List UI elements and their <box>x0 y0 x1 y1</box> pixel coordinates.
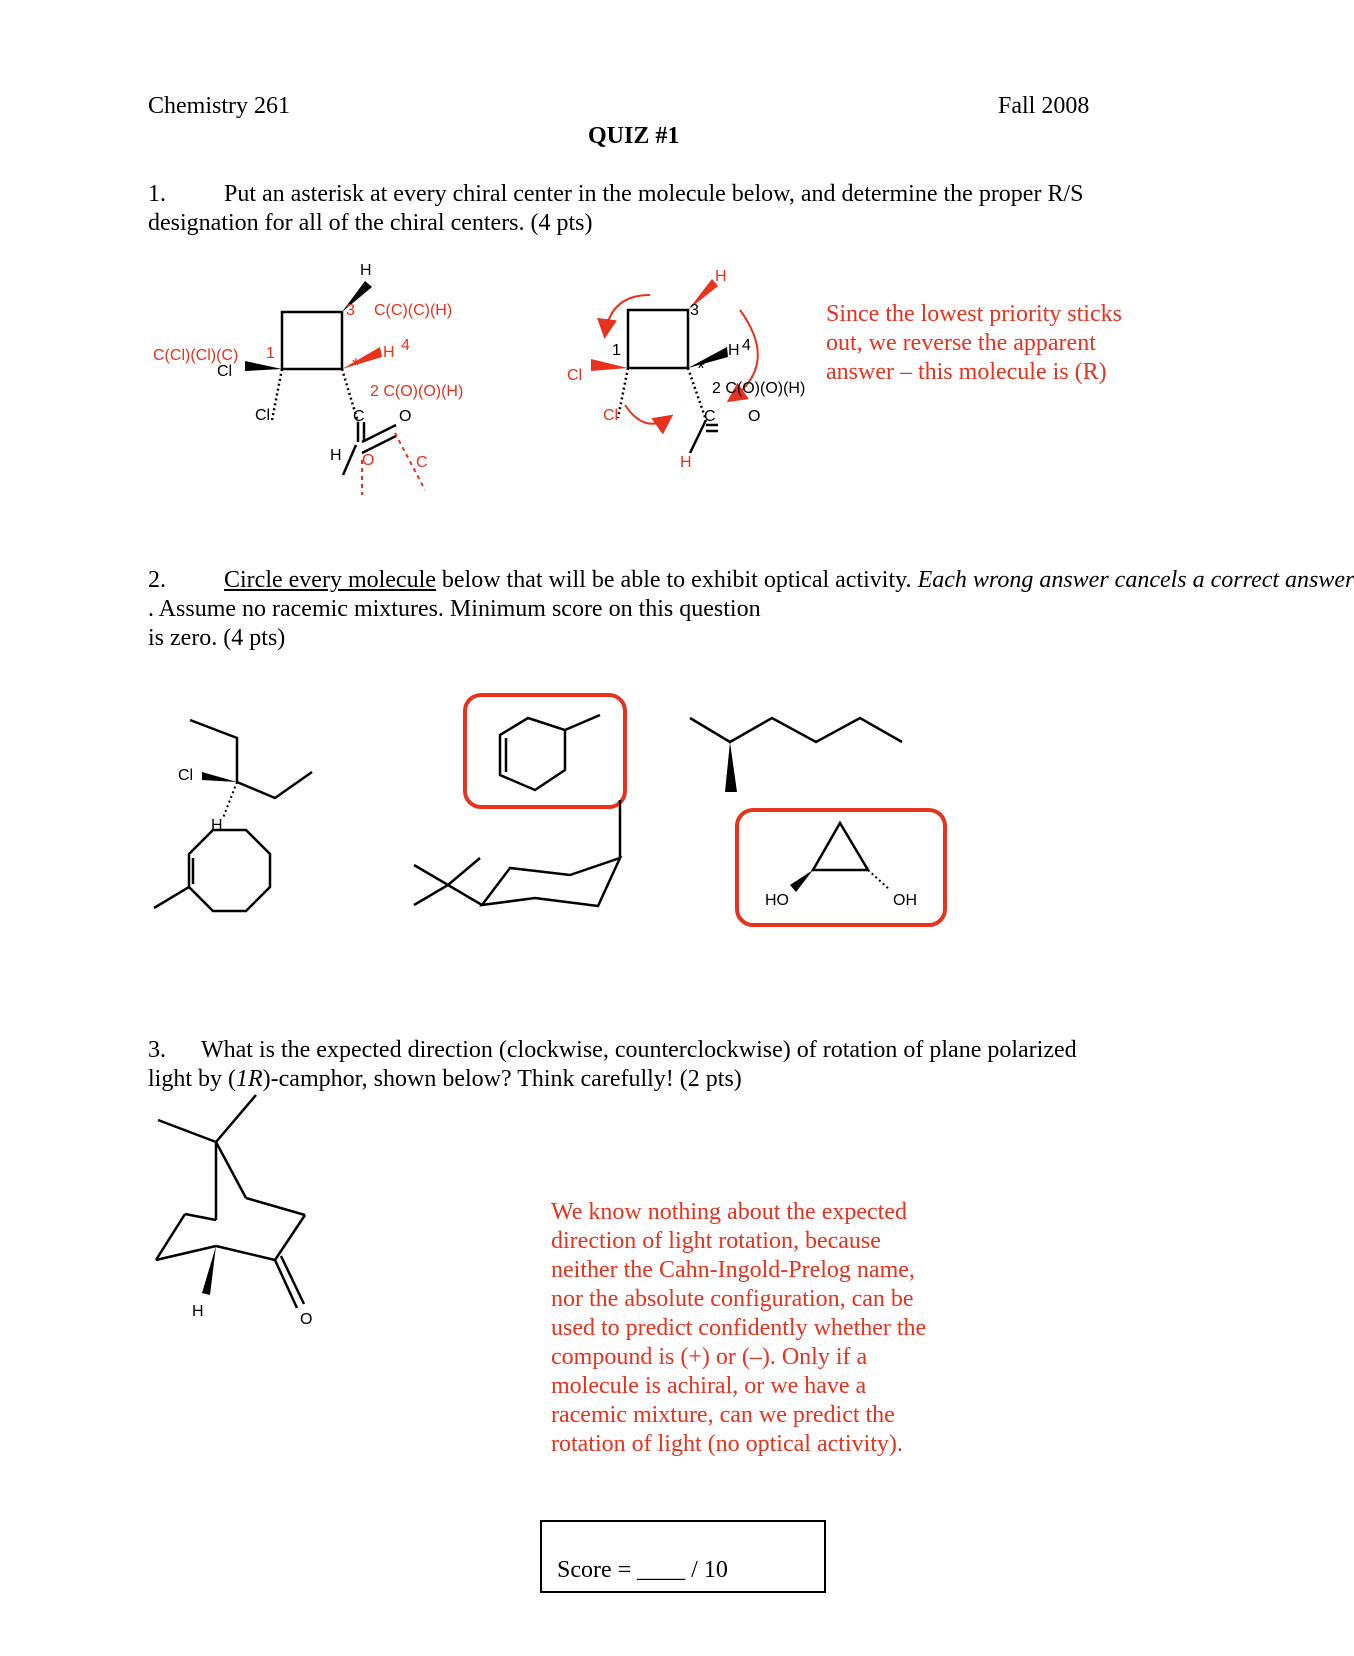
q1-text-line2: designation for all of the chiral centers. (4 pts) <box>148 210 593 236</box>
q3-answer-line: racemic mixture, can we predict the <box>551 1402 895 1428</box>
label-h: H <box>330 447 342 464</box>
q2-text: below that will be able to exhibit optical activity. <box>435 567 918 593</box>
q2-text-line2 <box>148 595 761 624</box>
q2-text: . Assume no racemic mixtures. Minimum score on this question <box>148 596 761 622</box>
wedge-bond <box>688 347 728 368</box>
q3-text-line1: What is the expected direction (clockwise, counterclockwise) of rotation of plane polarized <box>201 1037 1077 1063</box>
label-o: O <box>362 452 375 469</box>
label-priority-2: 2 C(O)(O)(H) <box>712 380 806 397</box>
label-h4: H <box>383 344 395 361</box>
wedge-bond <box>790 870 813 892</box>
q3-text-line2 <box>148 1065 742 1094</box>
label-priority-1: 1 <box>266 345 275 362</box>
q3-answer-line: molecule is achiral, or we have a <box>551 1373 867 1399</box>
q3-italic: 1R <box>236 1066 263 1092</box>
wedge-bond <box>342 347 382 369</box>
q3-number: 3. <box>148 1037 166 1063</box>
wedge-bond <box>202 772 237 782</box>
q2-number: 2. <box>148 567 166 593</box>
label-oh: OH <box>893 892 917 909</box>
wedge-bond <box>591 359 628 371</box>
q3-answer-line: We know nothing about the expected <box>551 1199 907 1225</box>
q1-text-line1: Put an asterisk at every chiral center in the molecule below, and determine the proper R/S <box>224 181 1084 207</box>
molecule-methylcyclohexene <box>500 715 600 790</box>
label-priority-4: 4 <box>742 337 751 354</box>
q1-number: 1. <box>148 181 166 207</box>
label-h: H <box>211 817 223 834</box>
label-cl: Cl <box>603 407 619 424</box>
q3-text: light by ( <box>148 1066 236 1092</box>
molecule-cyclopropanediol <box>813 823 868 870</box>
q2-text-line1 <box>224 566 1354 595</box>
label-h: H <box>680 454 692 471</box>
label-substituent: 2 C(O)(O)(H) <box>370 383 464 400</box>
rotation-arrow <box>625 405 670 424</box>
label-h: H <box>192 1303 204 1320</box>
label-h: H <box>715 268 727 285</box>
chiral-asterisk: * <box>352 355 360 377</box>
q2-italic: Each wrong answer cancels a correct answer <box>917 567 1354 593</box>
camphor-structure <box>130 1110 360 1350</box>
answer-circle <box>465 695 625 807</box>
score-box <box>540 1520 826 1593</box>
page-title: QUIZ #1 <box>588 123 680 149</box>
label-cl: Cl <box>255 407 271 424</box>
q3-answer-line: nor the absolute configuration, can be <box>551 1286 914 1312</box>
label-cl: Cl <box>567 367 583 384</box>
label-o: O <box>399 408 412 425</box>
term: Fall 2008 <box>998 93 1090 119</box>
course-name: Chemistry 261 <box>148 93 290 119</box>
label-o: O <box>748 408 761 425</box>
q2-text-line3: is zero. (4 pts) <box>148 625 286 651</box>
q1-answer-line: out, we reverse the apparent <box>826 330 1096 356</box>
label-priority-1: 1 <box>612 342 621 359</box>
q2-underlined: Circle every molecule <box>224 567 436 593</box>
label-ho: HO <box>765 892 789 909</box>
q3-answer-line: direction of light rotation, because <box>551 1228 881 1254</box>
label-priority-3: 3 <box>346 302 355 319</box>
q1-answer-line: answer – this molecule is (R) <box>826 359 1107 385</box>
q3-answer-line: used to predict confidently whether the <box>551 1315 927 1341</box>
label-cl: Cl <box>217 363 233 380</box>
label-priority-4: 4 <box>401 337 410 354</box>
label-priority-3: 3 <box>690 302 699 319</box>
label-h4: H <box>728 342 740 359</box>
cyclobutane-answer <box>618 310 718 453</box>
label-o: O <box>300 1311 313 1328</box>
wedge-bond <box>245 361 282 371</box>
molecule-chloro-alkane <box>190 720 312 798</box>
label-c: C <box>353 408 365 425</box>
wedge-bond <box>725 742 737 792</box>
q3-text: )-camphor, shown below? Think carefully! (2 pts) <box>262 1066 742 1092</box>
label-cl: Cl <box>178 767 194 784</box>
molecule-methylhexane <box>690 718 902 742</box>
score-label: Score = ____ / 10 <box>557 1557 728 1583</box>
q2-molecules <box>0 680 1280 980</box>
q3-answer <box>551 1198 926 1459</box>
molecule-chair-cyclohexane <box>414 800 620 906</box>
label-h: H <box>360 262 372 279</box>
q3-answer-line: compound is (+) or (–). Only if a <box>551 1344 868 1370</box>
chiral-asterisk: * <box>697 358 705 380</box>
q3-answer-line: neither the Cahn-Ingold-Prelog name, <box>551 1257 915 1283</box>
q3-answer-line: rotation of light (no optical activity). <box>551 1431 903 1457</box>
molecule-methylcyclooctene <box>154 830 270 911</box>
label-substituent: C(Cl)(Cl)(C) <box>153 347 239 364</box>
label-substituent: C(C)(C)(H) <box>374 302 453 319</box>
wedge-bond <box>202 1246 216 1295</box>
q1-answer-line: Since the lowest priority sticks <box>826 301 1122 327</box>
label-c: C <box>704 408 716 425</box>
label-c: C <box>416 454 428 471</box>
